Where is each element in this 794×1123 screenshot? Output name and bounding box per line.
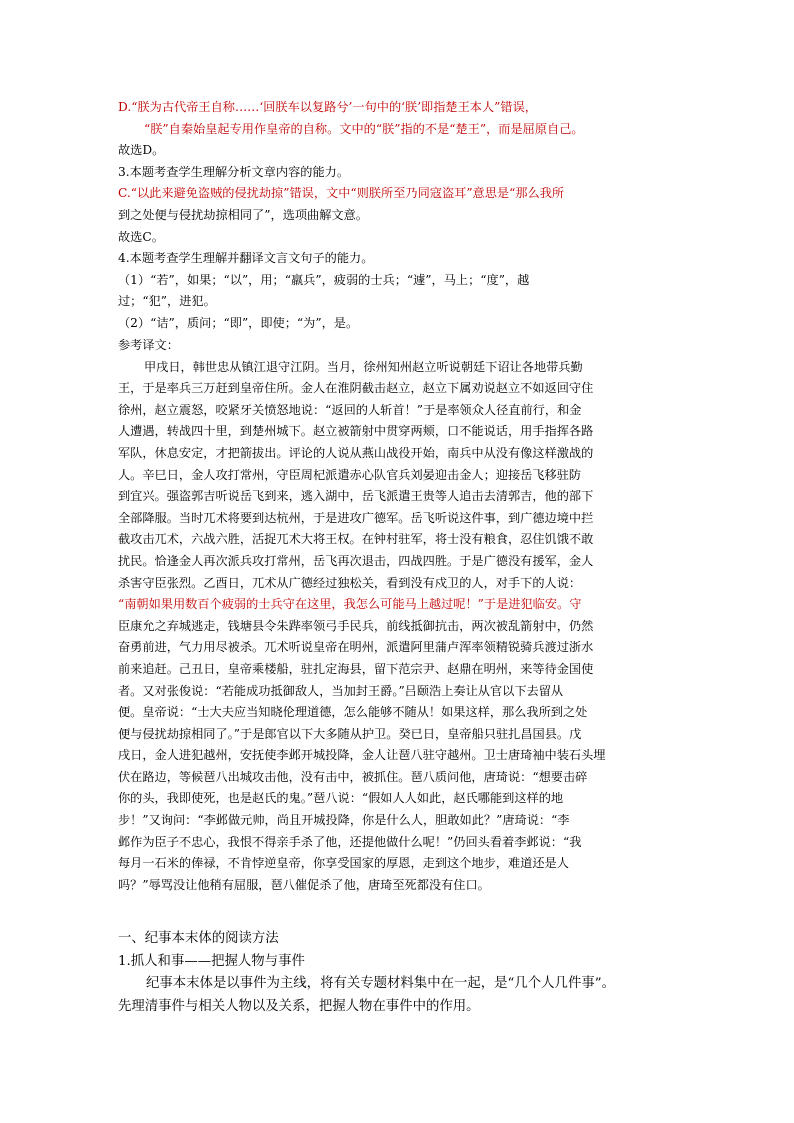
translation-line: 甲戌日，韩世忠从镇江退守江阴。当月，徐州知州赵立听说朝廷下诏让各地带兵勤: [144, 359, 583, 374]
translation-line: 全部降服。当时兀术将要到达杭州，于是进攻广德军。岳飞听说这件事，到广德边境中拦: [118, 510, 594, 525]
translation-line: 每月一石米的俸禄，不肯悖逆皇帝，你享受国家的厚恩，走到这个地步，难道还是人: [118, 856, 569, 871]
translation-line: 王，于是率兵三万赶到皇帝住所。金人在淮阴截击赵立，赵立下属劝说赵立不如返回守住: [118, 381, 594, 396]
translation-heading: 参考译文：: [118, 338, 179, 352]
translation-line: “南朝如果用数百个疲弱的士兵守在这里，我怎么可能马上越过呢！”于是进犯临安。守: [118, 597, 582, 612]
translation-line: 奋勇前进，气力用尽被杀。兀术听说皇帝在明州，派遣阿里蒲卢浑率领精锐骑兵渡过浙水: [118, 640, 594, 655]
answer-line: （2）“诘”，质问；“即”，即使；“为”，是。: [118, 315, 359, 330]
translation-line: 邺作为臣子不忠心，我恨不得亲手杀了他，还提他做什么呢！”仍回头看着李邺说：“我: [118, 834, 582, 849]
answer-explanations: [118, 97, 678, 335]
reference-translation: [118, 335, 678, 896]
answer-line: D.“朕为古代帝王自称……‘回朕车以复路兮’一句中的‘朕’即指楚王本人”错误，: [118, 100, 537, 114]
answer-line: 到之处便与侵扰劫掠相同了”，选项曲解文意。: [118, 207, 368, 222]
translation-line: 吗？”辱骂没让他稍有屈服，琶八催促杀了他，唐琦至死都没有住口。: [118, 877, 490, 892]
translation-line: 杀害守臣张烈。乙酉日，兀术从广德经过独松关，看到没有戍卫的人，对手下的人说：: [118, 575, 582, 590]
translation-line: 前来追赶。己丑日，皇帝乘楼船，驻扎定海县，留下范宗尹、赵鼎在明州，来等待金国使: [118, 661, 594, 676]
answer-line: 4.本题考查学生理解并翻译文言文句子的能力。: [118, 251, 374, 266]
reading-method-section: [118, 928, 698, 1018]
translation-line: 到宜兴。强盗郭吉听说岳飞到来，逃入湖中，岳飞派遣王贵等人追击去清郭吉，他的部下: [118, 489, 594, 504]
section-heading: 一、纪事本末体的阅读方法: [118, 931, 279, 946]
translation-line: 臣康允之弃城逃走，钱塘县令朱跸率领弓手民兵，前线抵御抗击，两次被乱箭射中，仍然: [118, 618, 594, 633]
section-subheading: 1.抓人和事——把握人物与事件: [118, 953, 305, 969]
answer-line: 3.本题考查学生理解分析文章内容的能力。: [118, 164, 350, 179]
section-paragraph-line: 纪事本末体是以事件为主线，将有关专题材料集中在一起，是“几个人几件事”。: [146, 976, 615, 991]
translation-line: 者。又对张俊说：“若能成功抵御敌人，当加封王爵。”吕颐浩上奏让从官以下去留从: [118, 683, 564, 698]
translation-line: 戌日，金人进犯越州，安抚使李邺开城投降，金人让琶八驻守越州。卫士唐琦袖中装石头埋: [118, 748, 606, 763]
answer-line: 故选D。: [118, 143, 165, 158]
answer-line: 故选C。: [118, 229, 164, 244]
answer-line: 过；“犯”，进犯。: [118, 294, 216, 309]
translation-line: 扰民。恰逢金人再次派兵攻打常州，岳飞再次退击，四战四胜。于是广德没有援军，金人: [118, 553, 594, 568]
translation-line: 人遭遇，转战四十里，到楚州城下。赵立被箭射中贯穿两颊，口不能说话，用手指挥各路: [118, 424, 594, 439]
translation-line: 步！”又询问：“李邺做元帅，尚且开城投降，你是什么人，胆敢如此？”唐琦说：“李: [118, 813, 570, 828]
answer-line: “朕”自秦始皇起专用作皇帝的自称。文中的“朕”指的不是“楚王”，而是屈原自己。: [144, 121, 584, 136]
translation-line: 便与侵扰劫掠相同了。”于是郎官以下大多随从护卫。癸已日，皇帝船只驻扎昌国县。戊: [118, 726, 582, 741]
translation-line: 伏在路边，等候琶八出城攻击他，没有击中，被抓住。琶八质问他，唐琦说：“想要击碎: [118, 769, 588, 784]
translation-line: 军队，休息安定，才把箭拔出。评论的人说从燕山战役开始，南兵中从没有像这样激战的: [118, 445, 594, 460]
translation-line: 人。辛巳日，金人攻打常州，守臣周杞派遣赤心队官兵刘晏迎击金人；迎接岳飞移驻防: [118, 467, 582, 482]
translation-line: 你的头，我即使死，也是赵氏的鬼。”琶八说：“假如人人如此，赵氏哪能到这样的地: [118, 791, 564, 806]
answer-line: （1）“若”，如果；“以”，用；“羸兵”，疲弱的士兵；“遽”，马上；“度”，越: [118, 272, 530, 287]
answer-line: C.“以此来避免盗贼的侵扰劫掠”错误，文中“则朕所至乃同寇盗耳”意思是“那么我所: [118, 186, 565, 201]
translation-line: 便。皇帝说：“士大夫应当知晓伦理道德，怎么能够不随从！如果这样，那么我所到之处: [118, 705, 588, 720]
translation-line: 徐州，赵立震怒，咬紧牙关愤怒地说：“返回的人斩首！”于是率领众人径直前行，和金: [118, 402, 582, 417]
section-paragraph-line: 先理清事件与相关人物以及关系，把握人物在事件中的作用。: [118, 998, 480, 1014]
translation-line: 截攻击兀术，六战六胜，活捉兀术大将王权。在钟村驻军，将士没有粮食，忍住饥饿不敢: [118, 532, 594, 547]
